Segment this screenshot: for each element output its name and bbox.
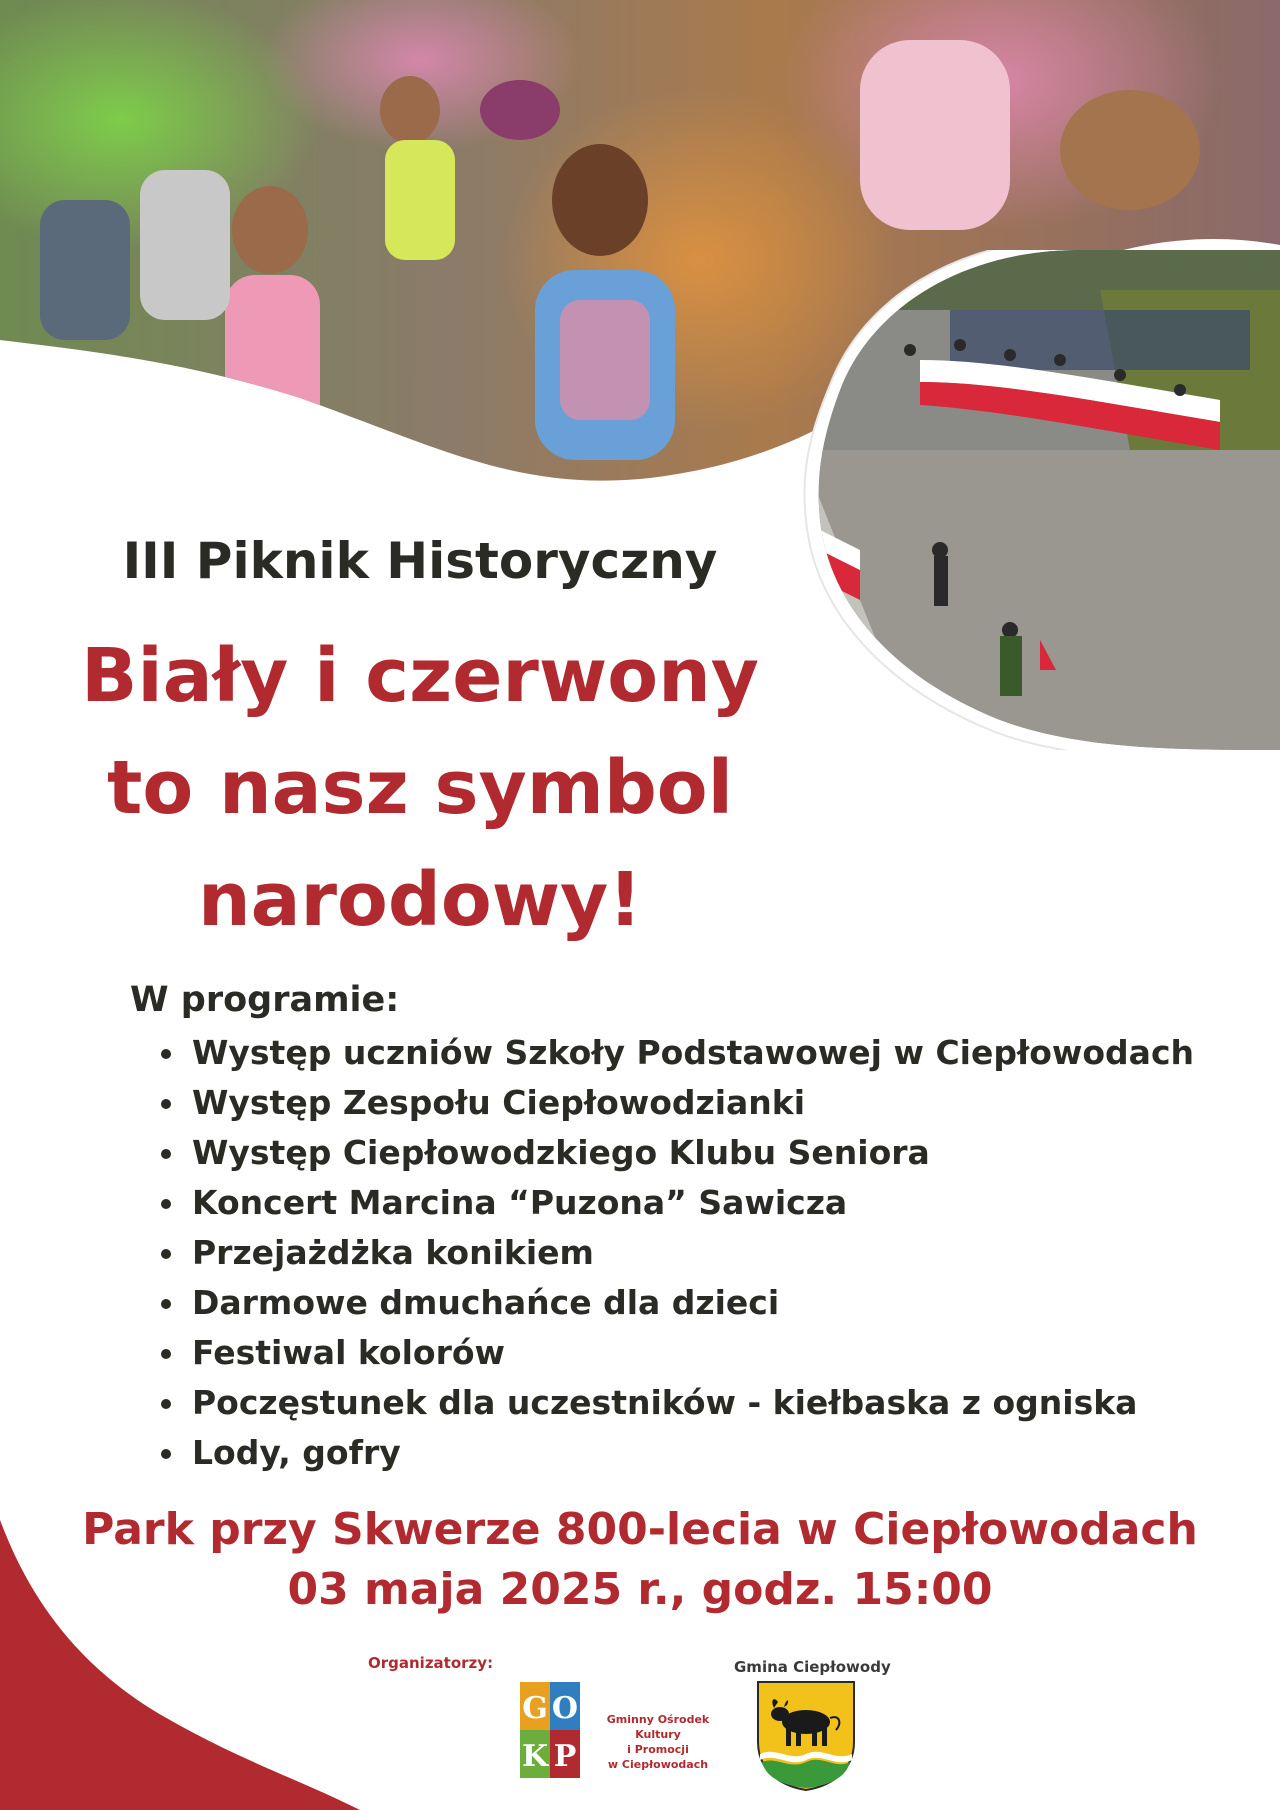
venue-place: Park przy Skwerze 800-lecia w Ciepłowodach bbox=[82, 1504, 1198, 1555]
flag-ceremony-photo bbox=[800, 250, 1280, 750]
program-item: • Koncert Marcina “Puzona” Sawicza bbox=[188, 1178, 1280, 1228]
program-item: • Lody, gofry bbox=[188, 1428, 1280, 1478]
gok-name bbox=[584, 1712, 732, 1772]
program-list bbox=[150, 1028, 1280, 1478]
venue-info bbox=[0, 1500, 1280, 1620]
organizers-label: Organizatorzy: bbox=[368, 1654, 494, 1672]
program-item: • Przejażdżka konikiem bbox=[188, 1228, 1280, 1278]
headline-line: Biały i czerwony bbox=[80, 633, 760, 719]
event-headline bbox=[40, 620, 800, 956]
event-subtitle: III Piknik Historyczny bbox=[122, 532, 718, 590]
gok-letter: K bbox=[521, 1739, 549, 1774]
gok-logo bbox=[520, 1682, 580, 1778]
program-title: W programie: bbox=[130, 980, 400, 1020]
gok-name-line: i Promocji bbox=[627, 1743, 689, 1756]
gok-name-line: w Ciepłowodach bbox=[607, 1758, 709, 1771]
gok-letter: O bbox=[551, 1691, 579, 1726]
program-item: • Występ Ciepłowodzkiego Klubu Seniora bbox=[188, 1128, 1280, 1178]
program-item: • Darmowe dmuchańce dla dzieci bbox=[188, 1278, 1280, 1328]
gok-letter: G bbox=[522, 1691, 548, 1726]
program-item: • Festiwal kolorów bbox=[188, 1328, 1280, 1378]
gmina-label: Gmina Ciepłowody bbox=[734, 1658, 891, 1676]
gok-name-line: Gminny Ośrodek Kultury bbox=[606, 1713, 710, 1741]
program-item: • Poczęstunek dla uczestników - kiełbaska z ogniska bbox=[188, 1378, 1280, 1428]
venue-datetime: 03 maja 2025 r., godz. 15:00 bbox=[287, 1564, 993, 1615]
program-item: • Występ uczniów Szkoły Podstawowej w Ciepłowodach bbox=[188, 1028, 1280, 1078]
gmina-crest-icon bbox=[756, 1680, 856, 1792]
headline-line: to nasz symbol bbox=[106, 745, 734, 831]
program-item: • Występ Zespołu Ciepłowodzianki bbox=[188, 1078, 1280, 1128]
gok-letter: P bbox=[553, 1739, 577, 1774]
headline-line: narodowy! bbox=[197, 857, 643, 943]
